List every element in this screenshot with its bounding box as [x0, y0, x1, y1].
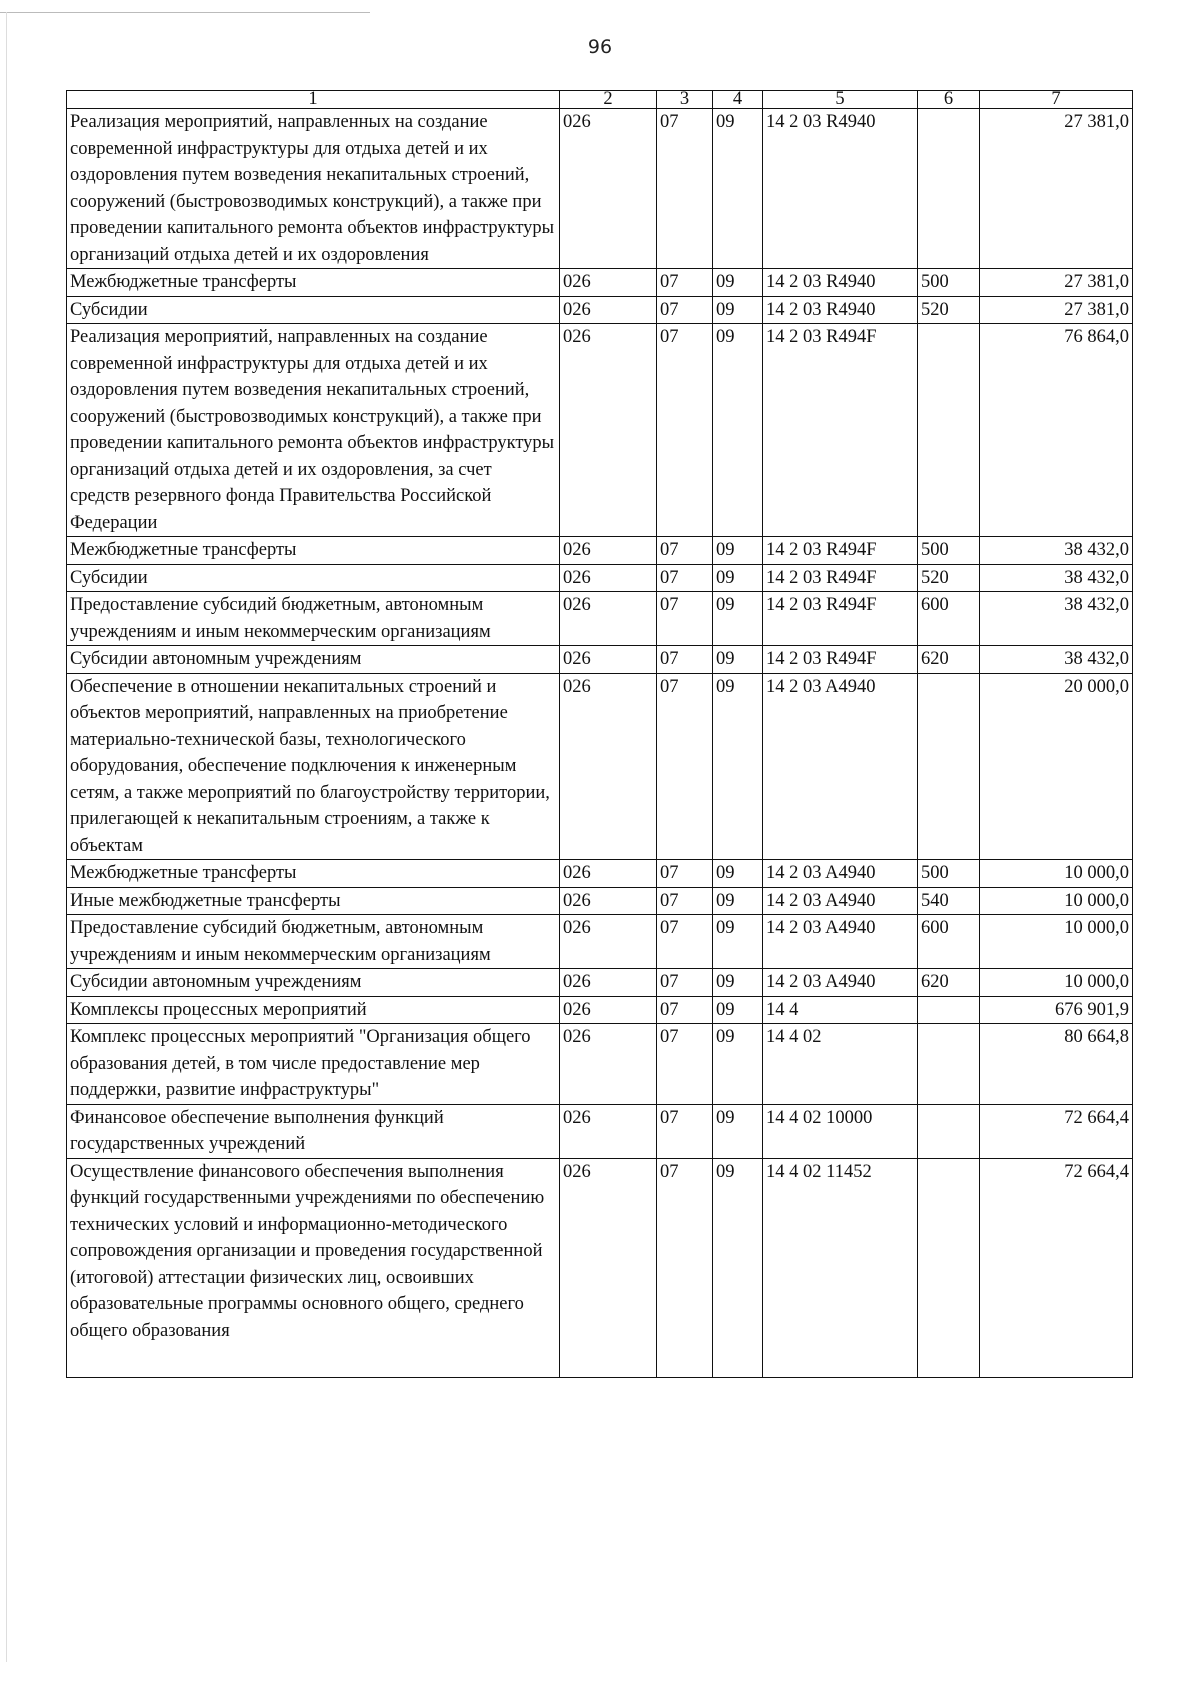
rz-cell: 07	[657, 646, 713, 674]
vr-cell	[918, 1158, 980, 1377]
table-row	[67, 564, 1133, 592]
rz-cell: 07	[657, 1158, 713, 1377]
table-row	[67, 537, 1133, 565]
pr-cell: 09	[713, 996, 763, 1024]
vr-cell: 620	[918, 969, 980, 997]
header-col-3: 3	[657, 91, 713, 109]
table-row	[67, 1024, 1133, 1105]
rz-cell: 07	[657, 269, 713, 297]
pr-cell: 09	[713, 1158, 763, 1377]
pr-cell: 09	[713, 324, 763, 537]
csr-cell: 14 2 03 A4940	[763, 860, 918, 888]
sum-cell: 10 000,0	[980, 860, 1133, 888]
csr-cell: 14 2 03 A4940	[763, 887, 918, 915]
name-cell: Обеспечение в отношении некапитальных строений и объектов мероприятий, направленных на приобретение материально-технической базы, технологического оборудования, обеспечение подключения к инженерным сетям, а также мероприятий по благоустройству территории, прилегающей к некапитальным строениям, а также к объектам	[67, 673, 560, 860]
table-row	[67, 887, 1133, 915]
gr-cell: 026	[560, 915, 657, 969]
gr-cell: 026	[560, 969, 657, 997]
vr-cell	[918, 324, 980, 537]
csr-cell: 14 2 03 R494F	[763, 592, 918, 646]
table-row	[67, 296, 1133, 324]
name-cell: Субсидии	[67, 296, 560, 324]
table-row	[67, 109, 1133, 269]
name-cell: Межбюджетные трансферты	[67, 269, 560, 297]
pr-cell: 09	[713, 592, 763, 646]
table-row	[67, 269, 1133, 297]
rz-cell: 07	[657, 996, 713, 1024]
name-cell: Комплекс процессных мероприятий "Организация общего образования детей, в том числе предоставление мер поддержки, развитие инфраструктуры"	[67, 1024, 560, 1105]
csr-cell: 14 4 02 10000	[763, 1104, 918, 1158]
vr-cell: 600	[918, 592, 980, 646]
sum-cell: 20 000,0	[980, 673, 1133, 860]
sum-cell: 27 381,0	[980, 269, 1133, 297]
vr-cell: 600	[918, 915, 980, 969]
gr-cell: 026	[560, 564, 657, 592]
rz-cell: 07	[657, 296, 713, 324]
gr-cell: 026	[560, 1104, 657, 1158]
vr-cell: 540	[918, 887, 980, 915]
name-cell: Осуществление финансового обеспечения выполнения функций государственными учреждениями по обеспечению технических условий и информационно-методического сопровождения организации и проведения государственной (итоговой) аттестации физических лиц, освоивших образовательные программы основного общего, среднего общего образования	[67, 1158, 560, 1377]
rz-cell: 07	[657, 1024, 713, 1105]
header-col-5: 5	[763, 91, 918, 109]
table-row	[67, 969, 1133, 997]
vr-cell	[918, 996, 980, 1024]
gr-cell: 026	[560, 1158, 657, 1377]
pr-cell: 09	[713, 269, 763, 297]
pr-cell: 09	[713, 673, 763, 860]
sum-cell: 10 000,0	[980, 915, 1133, 969]
gr-cell: 026	[560, 296, 657, 324]
rz-cell: 07	[657, 1104, 713, 1158]
pr-cell: 09	[713, 296, 763, 324]
csr-cell: 14 2 03 R494F	[763, 537, 918, 565]
vr-cell: 500	[918, 860, 980, 888]
pr-cell: 09	[713, 1024, 763, 1105]
csr-cell: 14 2 03 R494F	[763, 324, 918, 537]
rz-cell: 07	[657, 969, 713, 997]
vr-cell	[918, 673, 980, 860]
sum-cell: 38 432,0	[980, 537, 1133, 565]
header-col-7: 7	[980, 91, 1133, 109]
table-row	[67, 996, 1133, 1024]
scan-artifact-line	[0, 12, 370, 13]
header-col-4: 4	[713, 91, 763, 109]
gr-cell: 026	[560, 646, 657, 674]
csr-cell: 14 2 03 R4940	[763, 109, 918, 269]
table-row	[67, 646, 1133, 674]
pr-cell: 09	[713, 887, 763, 915]
sum-cell: 72 664,4	[980, 1158, 1133, 1377]
table-row	[67, 1104, 1133, 1158]
pr-cell: 09	[713, 860, 763, 888]
pr-cell: 09	[713, 646, 763, 674]
header-col-1: 1	[67, 91, 560, 109]
pr-cell: 09	[713, 969, 763, 997]
sum-cell: 38 432,0	[980, 646, 1133, 674]
rz-cell: 07	[657, 109, 713, 269]
table-row	[67, 1158, 1133, 1377]
vr-cell	[918, 109, 980, 269]
gr-cell: 026	[560, 887, 657, 915]
csr-cell: 14 2 03 R494F	[763, 564, 918, 592]
vr-cell: 500	[918, 537, 980, 565]
table-row	[67, 592, 1133, 646]
csr-cell: 14 4	[763, 996, 918, 1024]
header-row	[67, 91, 1133, 109]
gr-cell: 026	[560, 860, 657, 888]
sum-cell: 38 432,0	[980, 592, 1133, 646]
sum-cell: 676 901,9	[980, 996, 1133, 1024]
name-cell: Субсидии	[67, 564, 560, 592]
name-cell: Иные межбюджетные трансферты	[67, 887, 560, 915]
page-number: 96	[587, 36, 613, 58]
rz-cell: 07	[657, 673, 713, 860]
rz-cell: 07	[657, 324, 713, 537]
sum-cell: 76 864,0	[980, 324, 1133, 537]
sum-cell: 38 432,0	[980, 564, 1133, 592]
rz-cell: 07	[657, 915, 713, 969]
name-cell: Комплексы процессных мероприятий	[67, 996, 560, 1024]
budget-table	[66, 90, 1133, 1378]
pr-cell: 09	[713, 109, 763, 269]
gr-cell: 026	[560, 592, 657, 646]
name-cell: Межбюджетные трансферты	[67, 860, 560, 888]
rz-cell: 07	[657, 860, 713, 888]
sum-cell: 80 664,8	[980, 1024, 1133, 1105]
name-cell: Предоставление субсидий бюджетным, автономным учреждениям и иным некоммерческим организациям	[67, 592, 560, 646]
csr-cell: 14 2 03 A4940	[763, 915, 918, 969]
rz-cell: 07	[657, 537, 713, 565]
scan-artifact-edge	[6, 12, 7, 1662]
vr-cell: 500	[918, 269, 980, 297]
gr-cell: 026	[560, 673, 657, 860]
gr-cell: 026	[560, 109, 657, 269]
gr-cell: 026	[560, 996, 657, 1024]
name-cell: Реализация мероприятий, направленных на создание современной инфраструктуры для отдыха детей и их оздоровления путем возведения некапитальных строений, сооружений (быстровозводимых конструкций), а также при проведении капитального ремонта объектов инфраструктуры организаций отдыха детей и их оздоровления, за счет средств резервного фонда Правительства Российской Федерации	[67, 324, 560, 537]
vr-cell: 520	[918, 564, 980, 592]
rz-cell: 07	[657, 592, 713, 646]
rz-cell: 07	[657, 564, 713, 592]
sum-cell: 72 664,4	[980, 1104, 1133, 1158]
header-col-6: 6	[918, 91, 980, 109]
name-cell: Финансовое обеспечение выполнения функций государственных учреждений	[67, 1104, 560, 1158]
pr-cell: 09	[713, 1104, 763, 1158]
sum-cell: 10 000,0	[980, 887, 1133, 915]
name-cell: Межбюджетные трансферты	[67, 537, 560, 565]
table-row	[67, 673, 1133, 860]
vr-cell: 520	[918, 296, 980, 324]
pr-cell: 09	[713, 564, 763, 592]
gr-cell: 026	[560, 537, 657, 565]
name-cell: Реализация мероприятий, направленных на создание современной инфраструктуры для отдыха детей и их оздоровления путем возведения некапитальных строений, сооружений (быстровозводимых конструкций), а также при проведении капитального ремонта объектов инфраструктуры организаций отдыха детей и их оздоровления	[67, 109, 560, 269]
csr-cell: 14 2 03 A4940	[763, 673, 918, 860]
table-row	[67, 324, 1133, 537]
csr-cell: 14 2 03 R4940	[763, 296, 918, 324]
gr-cell: 026	[560, 1024, 657, 1105]
rz-cell: 07	[657, 887, 713, 915]
table-row	[67, 860, 1133, 888]
vr-cell	[918, 1024, 980, 1105]
pr-cell: 09	[713, 915, 763, 969]
name-cell: Предоставление субсидий бюджетным, автономным учреждениям и иным некоммерческим организациям	[67, 915, 560, 969]
name-cell: Субсидии автономным учреждениям	[67, 646, 560, 674]
csr-cell: 14 2 03 R4940	[763, 269, 918, 297]
csr-cell: 14 2 03 R494F	[763, 646, 918, 674]
gr-cell: 026	[560, 269, 657, 297]
header-col-2: 2	[560, 91, 657, 109]
name-cell: Субсидии автономным учреждениям	[67, 969, 560, 997]
pr-cell: 09	[713, 537, 763, 565]
sum-cell: 27 381,0	[980, 109, 1133, 269]
vr-cell: 620	[918, 646, 980, 674]
csr-cell: 14 2 03 A4940	[763, 969, 918, 997]
vr-cell	[918, 1104, 980, 1158]
csr-cell: 14 4 02 11452	[763, 1158, 918, 1377]
csr-cell: 14 4 02	[763, 1024, 918, 1105]
sum-cell: 27 381,0	[980, 296, 1133, 324]
table-row	[67, 915, 1133, 969]
gr-cell: 026	[560, 324, 657, 537]
sum-cell: 10 000,0	[980, 969, 1133, 997]
